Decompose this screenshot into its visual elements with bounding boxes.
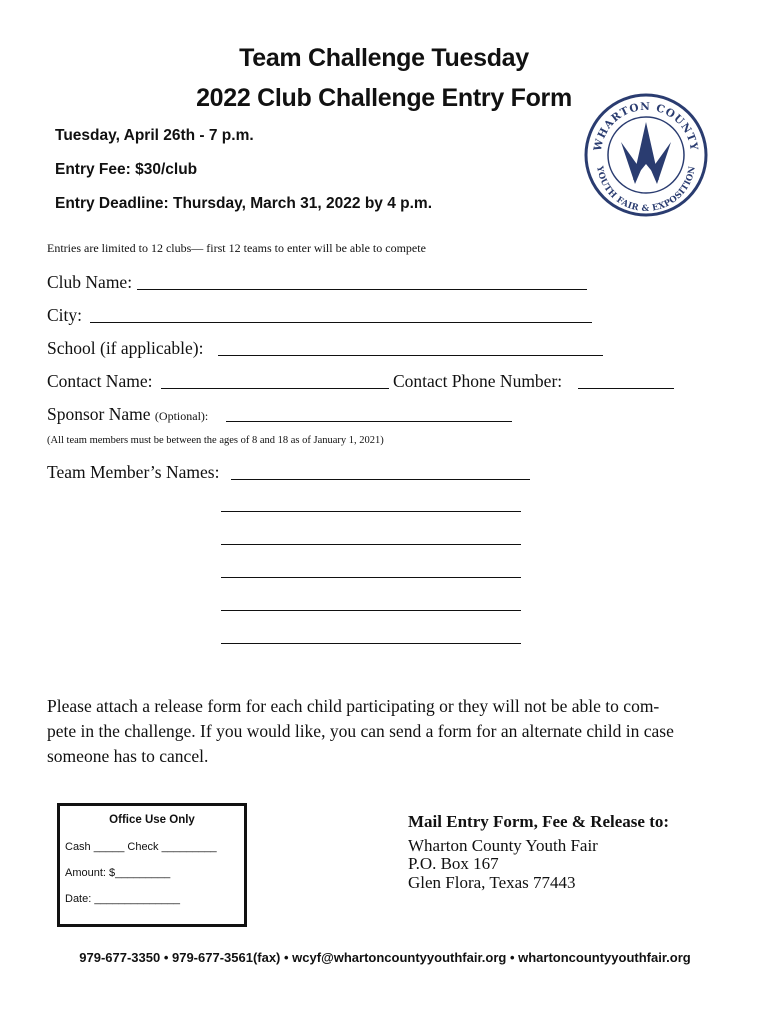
school-field[interactable] — [218, 355, 603, 356]
instructions-line: Please attach a release form for each child participating or they will not be able to com- — [47, 696, 660, 716]
team-member-field[interactable] — [221, 643, 521, 644]
entries-limit-note: Entries are limited to 12 clubs— first 12 teams to enter will be able to compete — [47, 241, 426, 255]
school-label: School (if applicable): — [47, 338, 204, 358]
sponsor-label-text: Sponsor Name — [47, 404, 151, 424]
city-field[interactable] — [90, 322, 592, 323]
svg-text:YOUTH FAIR & EXPOSITION — [594, 164, 698, 214]
team-members-label: Team Member’s Names: — [47, 462, 220, 482]
wharton-county-logo — [583, 92, 709, 218]
instructions-line: someone has to cancel. — [47, 746, 209, 766]
mail-recipient: Wharton County Youth Fair — [408, 836, 598, 855]
sponsor-optional-text: (Optional): — [154, 409, 209, 423]
instructions-line: pete in the challenge. If you would like, you can send a form for an alternate child in case — [47, 721, 674, 741]
office-date: Date: ______________ — [65, 893, 180, 905]
office-amount: Amount: $_________ — [65, 867, 171, 879]
team-member-field[interactable] — [231, 479, 530, 480]
team-member-field[interactable] — [221, 544, 521, 545]
contact-phone-field[interactable] — [578, 388, 674, 389]
city-label: City: — [47, 305, 83, 325]
entry-deadline: Entry Deadline: Thursday, March 31, 2022 by 4 p.m. — [55, 195, 433, 212]
age-requirement-note: (All team members must be between the ages of 8 and 18 as of January 1, 2021) — [47, 435, 384, 446]
sponsor-field[interactable] — [226, 421, 512, 422]
entry-fee: Entry Fee: $30/club — [55, 161, 198, 178]
mail-city: Glen Flora, Texas 77443 — [408, 873, 576, 892]
contact-footer: 979-677-3350 • 979-677-3561(fax) • wcyf@whartoncountyyouthfair.org • whartoncountyyouthfair.org — [79, 950, 691, 965]
contact-phone-label: Contact Phone Number: — [393, 371, 563, 391]
office-use-box — [57, 803, 247, 927]
team-member-field[interactable] — [221, 577, 521, 578]
sponsor-label — [47, 404, 208, 425]
office-use-title: Office Use Only — [109, 814, 195, 826]
contact-name-label: Contact Name: — [47, 371, 153, 391]
club-name-label: Club Name: — [47, 272, 133, 292]
contact-name-field[interactable] — [161, 388, 389, 389]
office-cash-check: Cash _____ Check _________ — [65, 841, 217, 853]
team-member-field[interactable] — [221, 511, 521, 512]
mail-heading: Mail Entry Form, Fee & Release to: — [408, 812, 670, 831]
team-member-field[interactable] — [221, 610, 521, 611]
club-name-field[interactable] — [137, 289, 587, 290]
release-form-instructions — [47, 694, 727, 769]
logo-bottom-text: YOUTH FAIR & EXPOSITION — [594, 165, 698, 215]
form-subtitle: 2022 Club Challenge Entry Form — [196, 84, 572, 112]
event-date: Tuesday, April 26th - 7 p.m. — [55, 127, 254, 144]
form-title: Team Challenge Tuesday — [239, 44, 529, 72]
logo-top-text: WHARTON COUNTY — [591, 100, 700, 153]
star-icon — [621, 122, 671, 184]
mail-po-box: P.O. Box 167 — [408, 854, 499, 873]
